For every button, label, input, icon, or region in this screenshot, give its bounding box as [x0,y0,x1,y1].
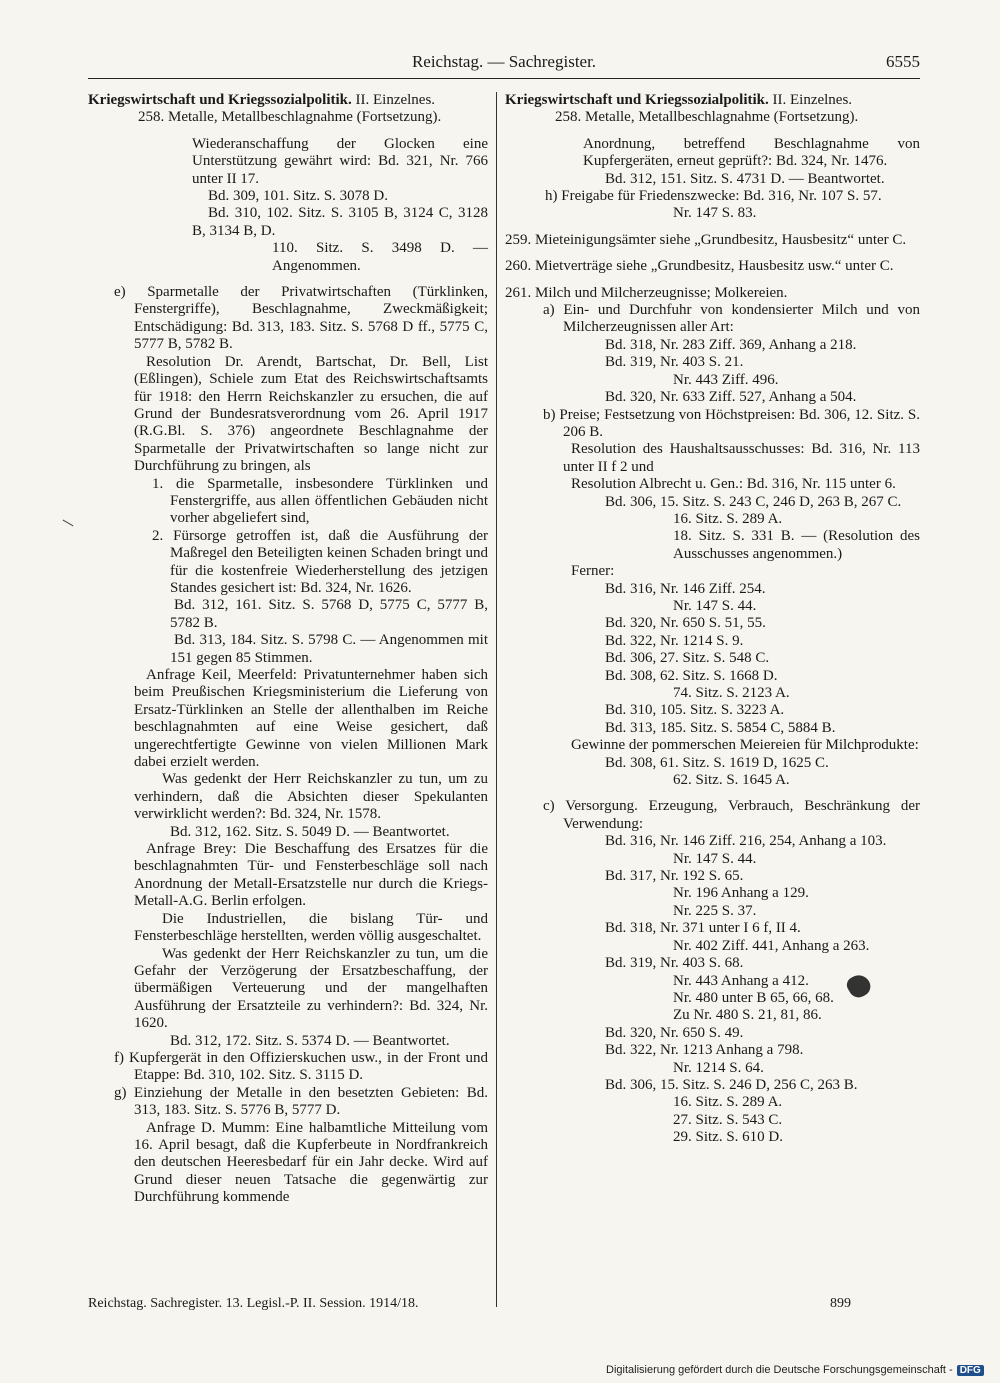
entry: Resolution Albrecht u. Gen.: Bd. 316, Nr. 115 unter 6. [571,476,896,493]
page-number: 6555 [886,52,920,71]
entry: Bd. 308, 62. Sitz. S. 1668 D. [605,667,778,684]
entry: Zu Nr. 480 S. 21, 81, 86. [673,1007,822,1024]
subheading: 258. Metalle, Metallbeschlagnahme (Fortsetzung). [555,109,859,126]
entry: c) Versorgung. Erzeugung, Verbrauch, Beschränkung der Verwendung: [543,798,920,832]
heading-tail: II. Einzelnes. [351,92,436,108]
entry: Bd. 322, Nr. 1213 Anhang a 798. [605,1042,804,1059]
entry: a) Ein- und Durchfuhr von kondensierter Milch und von Milcherzeugnissen aller Art: [543,302,920,336]
entry: 74. Sitz. S. 2123 A. [673,685,790,701]
entry: Ferner: [571,563,615,580]
entry: Was gedenkt der Herr Reichskanzler zu tun, um zu verhindern, daß die Absichten dieser Spekulanten verwirklicht werden?: Bd. 324, Nr. 1578. [134,771,488,823]
entry: Bd. 317, Nr. 192 S. 65. [605,868,744,885]
header-rule [88,78,920,79]
entry: Bd. 310, 105. Sitz. S. 3223 A. [605,702,785,719]
entry: Nr. 147 S. 83. [673,205,757,222]
entry: Die Industriellen, die bislang Tür- und Fensterbeschläge herstellten, werden völlig ausgeschaltet. [134,910,488,945]
heading-bold: Kriegswirtschaft und Kriegssozialpolitik. [88,92,352,108]
entry: Wiederanschaffung der Glocken eine Unterstützung gewährt wird: Bd. 321, Nr. 766 unter II 17. [192,135,488,187]
entry: Anfrage Keil, Meerfeld: Privatunternehmer haben sich beim Preußischen Kriegsministerium die Lieferung von Ersatz-Türklinken an Stelle der allenthalben im Reiche beschlagnahmten auf eine Weise gesichert, daß ungerechtfertigte Gewinne von vielen Millionen Mark dabei erzielt werden. [134,667,488,771]
entry: Gewinne der pommerschen Meiereien für Milchprodukte: [571,737,919,754]
entry: Bd. 319, Nr. 403 S. 68. [605,955,744,972]
entry: 29. Sitz. S. 610 D. [673,1129,784,1146]
entry: 1. die Sparmetalle, insbesondere Türklinken und Fenstergriffe, aus allen öffentlichen Gebäuden nicht vorher abgeliefert sind, [152,475,488,527]
entry: 16. Sitz. S. 289 A. [673,510,783,527]
entry: Nr. 402 Ziff. 441, Anhang a 263. [673,937,870,954]
entry: Bd. 306, 15. Sitz. S. 243 C, 246 D, 263 B, 267 C. [605,493,902,510]
entry: Bd. 316, Nr. 146 Ziff. 216, 254, Anhang a 103. [605,833,887,850]
entry: Bd. 318, Nr. 371 unter I 6 f, II 4. [605,920,801,937]
column-divider [496,92,497,1307]
entry: Bd. 319, Nr. 403 S. 21. [605,354,744,371]
entry: Bd. 316, Nr. 146 Ziff. 254. [605,580,766,597]
entry: Nr. 1214 S. 64. [673,1059,764,1076]
entry: Bd. 306, 27. Sitz. S. 548 C. [605,650,770,667]
running-head-title: Reichstag. — Sachregister. [411,52,597,71]
entry: Bd. 313, 185. Sitz. S. 5854 C, 5884 B. [605,719,836,736]
entry: f) Kupfergerät in den Offizierskuchen usw., in der Front und Etappe: Bd. 310, 102. Sitz. S. 3115 D. [114,1049,488,1084]
entry: h) Freigabe für Friedenszwecke: Bd. 316, Nr. 107 S. 57. [545,188,882,205]
entry: Was gedenkt der Herr Reichskanzler zu tun, um die Gefahr der Verzögerung der Ersatzbeschaffung, der übermäßigen Verteuerung und der mangelhaften Ausführung der Ersatzteile zu verhindern?: Bd. 324, Nr. 1620. [134,945,488,1032]
entry: Bd. 310, 102. Sitz. S. 3105 B, 3124 C, 3128 B, 3134 B, D. [192,205,488,239]
subheading: 258. Metalle, Metallbeschlagnahme (Fortsetzung). [138,109,442,126]
left-column [88,92,488,1207]
entry: Bd. 312, 151. Sitz. S. 4731 D. — Beantwortet. [605,170,885,187]
entry: 260. Mietverträge siehe „Grundbesitz, Hausbesitz usw.“ unter C. [505,258,894,275]
entry: Resolution Dr. Arendt, Bartschat, Dr. Bell, List (Eßlingen), Schiele zum Etat des Reichswirtschaftsamts für 1918: den Herrn Reichskanzler zu ersuchen, die auf Grund der Bundesratsverordnung vom 26. April 1917 (R.G.Bl. S. 376) angeordnete Beschlagnahme der Sparmetalle der Privatwirtschaften so lange nicht zur Durchführung zu bringen, als [134,353,488,475]
margin-mark [63,513,78,527]
entry: Bd. 312, 161. Sitz. S. 5768 D, 5775 C, 5777 B, 5782 B. [170,597,488,631]
entry: Bd. 312, 172. Sitz. S. 5374 D. — Beantwortet. [170,1032,450,1049]
dfg-credit [606,1364,984,1376]
entry: Resolution des Haushaltsausschusses: Bd. 316, Nr. 113 unter II f 2 und [563,441,920,475]
entry: Anfrage D. Mumm: Eine halbamtliche Mitteilung vom 16. April besagt, daß die Kupferbeute in Nordfrankreich den deutschen Heeresbedarf für ein Jahr decke. Wird auf Grund dieser neuen Tatsache die gegenwärtig zur Durchführung kommende [134,1119,488,1206]
entry: Bd. 309, 101. Sitz. S. 3078 D. [208,188,389,205]
entry: b) Preise; Festsetzung von Höchstpreisen: Bd. 306, 12. Sitz. S. 206 B. [543,406,920,440]
entry: Bd. 320, Nr. 633 Ziff. 527, Anhang a 504. [605,389,857,406]
dfg-credit-text: Digitalisierung gefördert durch die Deutsche Forschungsgemeinschaft - [606,1364,953,1376]
entry: Bd. 313, 184. Sitz. S. 5798 C. — Angenommen mit 151 gegen 85 Stimmen. [170,632,488,666]
entry: g) Einziehung der Metalle in den besetzten Gebieten: Bd. 313, 183. Sitz. S. 5776 B, 5777 D. [114,1084,488,1119]
entry: Bd. 322, Nr. 1214 S. 9. [605,632,744,649]
entry: Bd. 318, Nr. 283 Ziff. 369, Anhang a 218. [605,336,857,353]
entry: Nr. 225 S. 37. [673,902,757,919]
entry: 16. Sitz. S. 289 A. [673,1094,783,1111]
entry: Bd. 312, 162. Sitz. S. 5049 D. — Beantwortet. [170,823,450,840]
entry: 18. Sitz. S. 331 B. — (Resolution des Ausschusses angenommen.) [673,528,920,562]
running-head [88,52,920,76]
entry: Anfrage Brey: Die Beschaffung des Ersatzes für die beschlagnahmten Tür- und Fensterbeschläge soll nach Anordnung der Metall-Ersatzstelle nur durch die Kriegs-Metall-A.G. Berlin erfolgen. [134,841,488,910]
entry: Bd. 320, Nr. 650 S. 49. [605,1024,744,1041]
heading-bold: Kriegswirtschaft und Kriegssozialpolitik. [505,92,769,108]
entry: 27. Sitz. S. 543 C. [673,1111,783,1128]
entry: 2. Fürsorge getroffen ist, daß die Ausführung der Maßregel den Beteiligten keinen Schaden bringt und für die kostenfreie Wiederherstellung des jetzigen Standes gesichert ist: Bd. 324, Nr. 1626. [152,527,488,596]
entry: Bd. 308, 61. Sitz. S. 1619 D, 1625 C. [605,754,829,771]
footer-page-number: 899 [830,1296,851,1311]
entry: 261. Milch und Milcherzeugnisse; Molkereien. [505,284,788,301]
entry: Nr. 443 Anhang a 412. [673,972,809,989]
right-column [505,92,920,1147]
dfg-logo: DFG [957,1365,984,1376]
entry: Anordnung, betreffend Beschlagnahme von Kupfergeräten, erneut geprüft?: Bd. 324, Nr. 1476. [583,135,920,170]
section-heading [88,92,488,109]
entry: 259. Mieteinigungsämter siehe „Grundbesitz, Hausbesitz“ unter C. [505,231,907,248]
entry: Bd. 320, Nr. 650 S. 51, 55. [605,615,766,632]
entry: Nr. 196 Anhang a 129. [673,885,809,902]
heading-tail: II. Einzelnes. [768,92,853,108]
entry: Nr. 480 unter B 65, 66, 68. [673,989,834,1006]
entry: Bd. 306, 15. Sitz. S. 246 D, 256 C, 263 B. [605,1076,858,1093]
footer-citation: Reichstag. Sachregister. 13. Legisl.-P. II. Session. 1914/18. [88,1296,419,1311]
entry: Nr. 147 S. 44. [673,850,757,867]
section-heading [505,92,920,109]
entry: 62. Sitz. S. 1645 A. [673,772,790,789]
entry: Nr. 443 Ziff. 496. [673,371,779,388]
entry: Nr. 147 S. 44. [673,597,757,614]
entry: 110. Sitz. S. 3498 D. — Angenommen. [272,240,488,274]
entry: e) Sparmetalle der Privatwirtschaften (Türklinken, Fenstergriffe), Beschlagnahme, Zweckmäßigkeit; Entschädigung: Bd. 313, 183. Sitz. S. 5768 D ff., 5775 C, 5777 B, 5782 B. [114,284,488,353]
